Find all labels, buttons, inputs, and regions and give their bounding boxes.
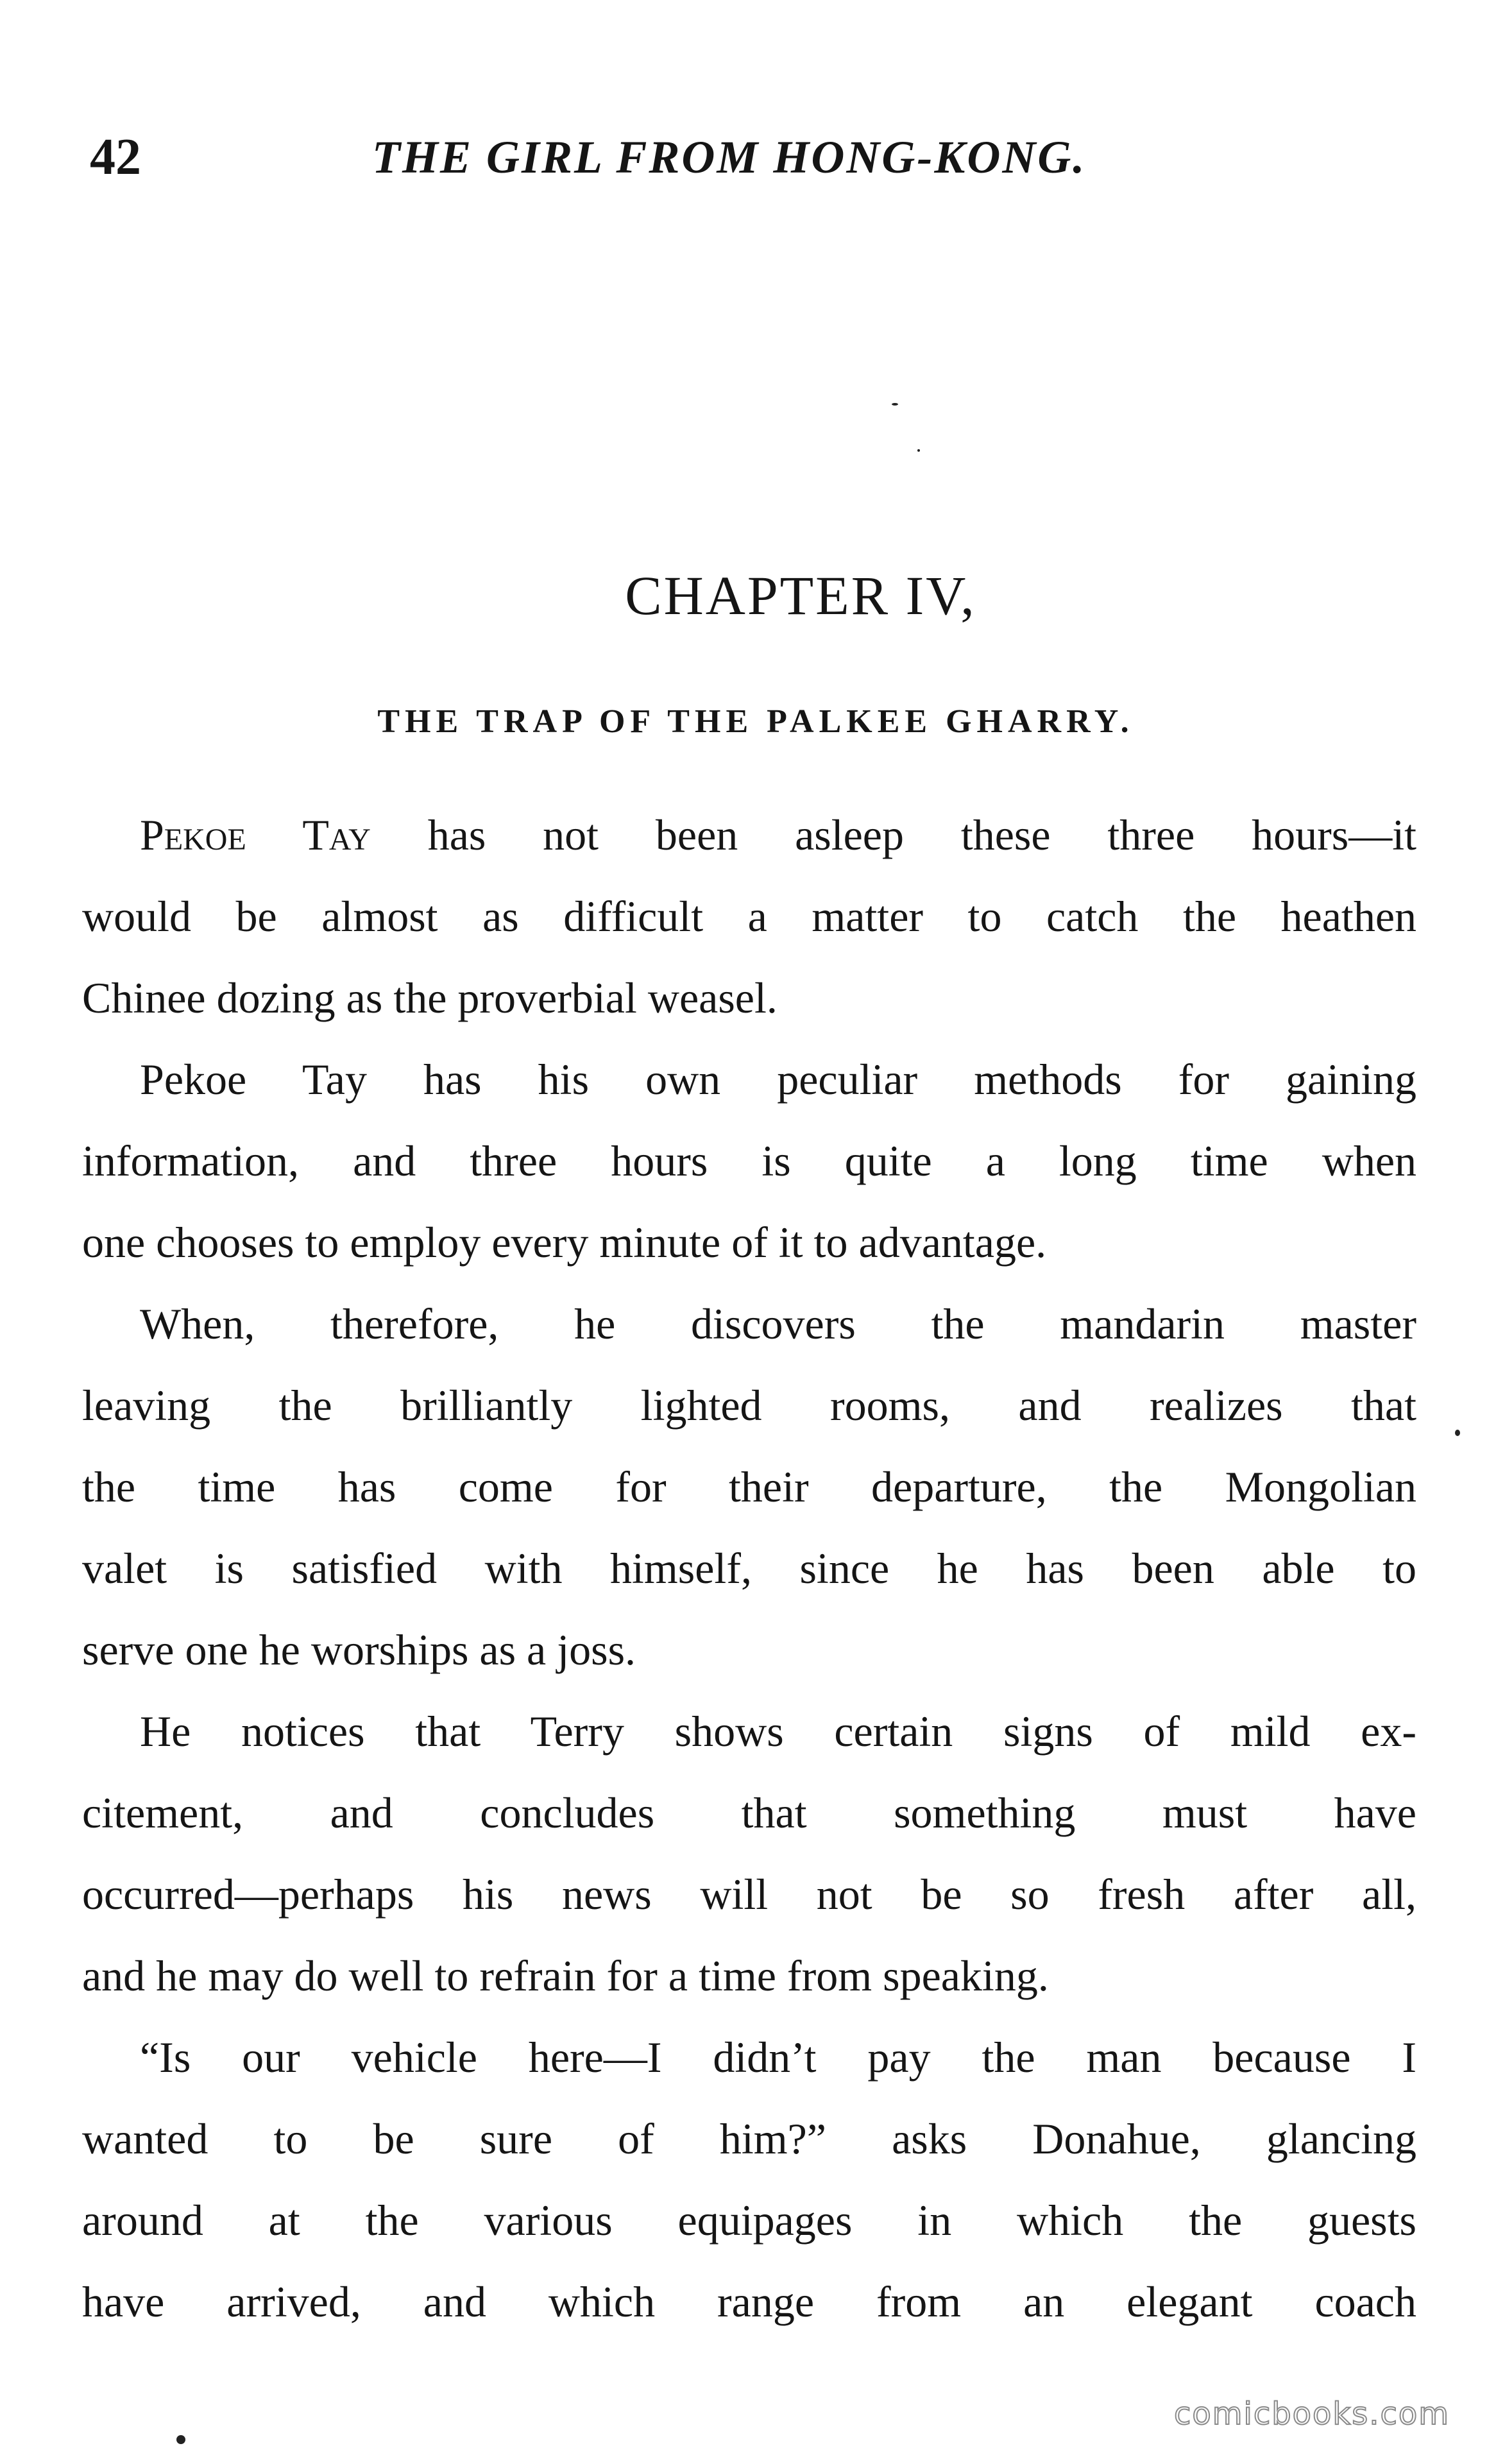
text-line: occurred—perhaps his news will not be so fresh after all, (82, 1870, 1416, 1919)
paragraph-4 (82, 1691, 1416, 2017)
paragraph-1 (82, 794, 1416, 1039)
text-line: When, therefore, he discovers the mandarin master (140, 1299, 1416, 1348)
scan-speck (176, 2435, 185, 2444)
text-line: Chinee dozing as the proverbial weasel. (82, 973, 778, 1022)
text-line: have arrived, and which range from an elegant coach (82, 2277, 1416, 2326)
text-line: valet is satisfied with himself, since he has been able to (82, 1544, 1416, 1593)
chapter-heading: CHAPTER IV, (625, 565, 976, 626)
text-line (82, 794, 1416, 876)
watermark: comicbooks.com (1173, 2396, 1450, 2432)
text-line: would be almost as difficult a matter to catch the heathen (82, 892, 1416, 941)
text-line: leaving the brilliantly lighted rooms, and realizes that (82, 1381, 1416, 1430)
text-line-content: has not been asleep these three hours—it (370, 810, 1416, 859)
scan-speck (917, 449, 920, 452)
text-line: around at the various equipages in which the guests (82, 2196, 1416, 2245)
text-line: serve one he worships as a joss. (82, 1625, 636, 1674)
text-line: Pekoe Tay has his own peculiar methods for gaining (140, 1055, 1416, 1104)
paragraph-3 (82, 1283, 1416, 1691)
running-head (90, 128, 1424, 186)
scan-speck (1455, 1430, 1460, 1436)
text-line: the time has come for their departure, the Mongolian (82, 1462, 1416, 1511)
body-text (82, 794, 1416, 2343)
text-line: one chooses to employ every minute of it to advantage. (82, 1218, 1047, 1267)
running-title: THE GIRL FROM HONG-KONG. (372, 132, 1087, 183)
text-line: He notices that Terry shows certain signs of mild ex- (140, 1707, 1416, 1756)
text-line: and he may do well to refrain for a time from speaking. (82, 1951, 1049, 2000)
text-line: wanted to be sure of him?” asks Donahue, glancing (82, 2114, 1416, 2163)
chapter-subtitle: THE TRAP OF THE PALKEE GHARRY. (377, 703, 1134, 740)
scan-speck (892, 403, 898, 406)
paragraph-2 (82, 1039, 1416, 1283)
paragraph-5 (82, 2017, 1416, 2343)
text-line: “Is our vehicle here—I didn’t pay the man because I (140, 2033, 1416, 2082)
text-line: citement, and concludes that something must have (82, 1788, 1416, 1837)
lead-in-name: Pekoe Tay (140, 810, 371, 859)
page-number: 42 (90, 129, 141, 185)
text-line: information, and three hours is quite a long time when (82, 1136, 1416, 1185)
